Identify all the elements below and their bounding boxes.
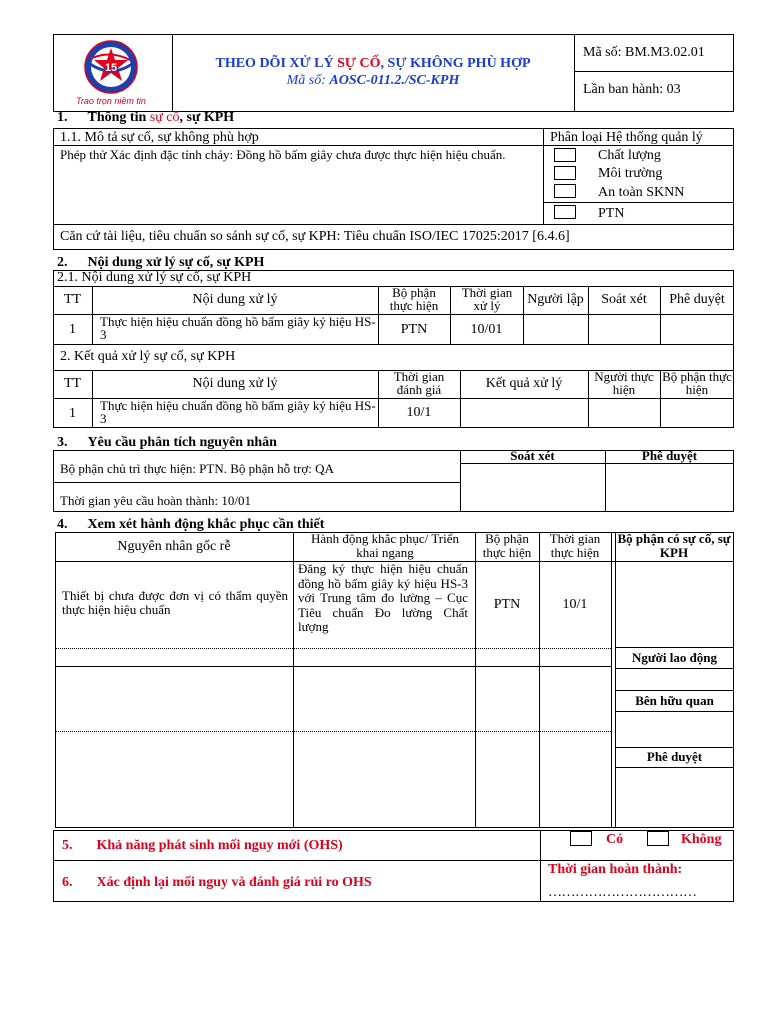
checkbox-safety[interactable] [554,184,576,198]
t1-header-creator: Người lập [527,292,584,307]
corrective-action-text: Đăng ký thực hiện hiệu chuẩn đồng hồ bấm giây ký hiệu HS-3 với Trung tâm đo lường – Cục Tiêu chuẩn Đo lường Chất lượng [298,561,468,634]
t2-header-result: Kết quả xử lý [485,376,563,391]
option-safety: An toàn SKNN [598,185,685,200]
checkbox-lab[interactable] [554,205,576,219]
action-time: 10/1 [562,597,588,612]
s3-review-label: Soát xét [510,448,555,463]
t1-row-time: 10/01 [470,322,503,337]
completion-deadline: Thời gian yêu cầu hoàn thành: 10/01 [60,493,251,508]
s4-header-root-cause: Nguyên nhân gốc rễ [117,539,231,554]
stakeholder-label: Bên hữu quan [635,693,714,708]
checkbox-no[interactable] [647,831,669,846]
s4-header-incident-dept: Bộ phận có sự cố, sự KPH [617,531,731,560]
option-lab: PTN [598,206,625,221]
t1-row-dept: PTN [400,322,428,337]
description-label: 1.1. Mô tả sự cố, sự không phù hợp [60,130,259,145]
t1-header-dept: Bộ phận thực hiện [389,285,439,313]
subsection-2-1: 2.1. Nội dung xử lý sự cố, sự KPH [57,270,252,285]
section-1-heading: 1. Thông tin sự cố, sự KPH [57,110,235,125]
section-3-heading: 3. Yêu cầu phân tích nguyên nhân [57,435,277,450]
option-quality: Chất lượng [598,148,661,163]
logo-tagline: Trao trọn niềm tin [76,96,146,106]
form-title: THEO DÕI XỬ LÝ SỰ CỐ, SỰ KHÔNG PHÙ HỢP [215,56,531,71]
s4-header-dept: Bộ phận thực hiện [482,531,532,560]
action-department: PTN [493,597,521,612]
t1-header-content: Nội dung xử lý [192,292,278,307]
option-no: Không [681,832,722,847]
checkbox-environment[interactable] [554,166,576,180]
issue-number: Lần ban hành: 03 [583,82,681,97]
document-number: Mã số: BM.M3.02.01 [583,45,705,60]
section-6-heading: 6. Xác định lại mối nguy và đánh giá rủi ro OHS [62,875,372,890]
section-2-heading: 2. Nội dung xử lý sự cố, sự KPH [57,255,265,270]
subsection-2-2: 2. Kết quả xử lý sự cố, sự KPH [60,349,236,364]
t1-row-content: Thực hiện hiệu chuẩn đồng hồ bấm giây ký hiệu HS-3 [100,314,376,342]
t1-header-tt: TT [63,292,82,307]
t2-row-tt: 1 [69,406,76,421]
form-code: Mã số: AOSC-011.2./SC-KPH [286,73,460,88]
t1-header-time: Thời gian xử lý [461,285,513,313]
svg-text:15: 15 [104,62,118,74]
reference-standard: Căn cứ tài liệu, tiêu chuẩn so sánh sự cố, sự KPH: Tiêu chuẩn ISO/IEC 17025:2017 [6.4.6] [60,229,570,244]
t2-header-tt: TT [63,376,82,391]
option-yes: Có [606,832,624,847]
section-5-heading: 5. Khả năng phát sinh mối nguy mới (OHS) [62,838,343,853]
s4-header-time: Thời gian thực hiện [549,531,601,560]
t2-header-dept: Bộ phận thực hiện [662,369,732,397]
t2-header-content: Nội dung xử lý [192,376,278,391]
t2-row-eval-time: 10/1 [406,405,432,420]
classification-label: Phân loại Hệ thống quản lý [550,130,703,145]
worker-label: Người lao động [631,650,718,665]
t1-header-approve: Phê duyệt [669,292,725,307]
t1-row-tt: 1 [69,322,76,337]
checkbox-yes[interactable] [570,831,592,846]
t2-row-content: Thực hiện hiệu chuẩn đồng hồ bấm giây ký hiệu HS-3 [100,398,376,426]
responsible-department: Bộ phận chủ trì thực hiện: PTN. Bộ phận hỗ trợ: QA [60,461,334,476]
option-environment: Môi trường [598,166,663,181]
t2-header-person: Người thực hiện [594,369,654,397]
s4-approve-label: Phê duyệt [646,749,703,764]
checkbox-quality[interactable] [554,148,576,162]
s3-approve-label: Phê duyệt [641,448,698,463]
t1-header-review: Soát xét [601,292,647,307]
t2-header-eval-time: Thời gian đánh giá [393,369,445,397]
incident-description: Phép thử Xác định đặc tính cháy: Đồng hồ bấm giây chưa được thực hiện hiệu chuẩn. [60,147,506,162]
s4-header-action: Hành động khắc phục/ Triển khai ngang [310,531,460,560]
root-cause-text: Thiết bị chưa được đơn vị có thẩm quyền thực hiện hiệu chuẩn [62,588,288,617]
completion-time-label: Thời gian hoàn thành: [548,862,683,877]
section-4-heading: 4. Xem xét hành động khắc phục cần thiết [57,517,325,532]
company-logo [78,38,150,110]
completion-time-field[interactable]: …………………………… [548,885,697,900]
